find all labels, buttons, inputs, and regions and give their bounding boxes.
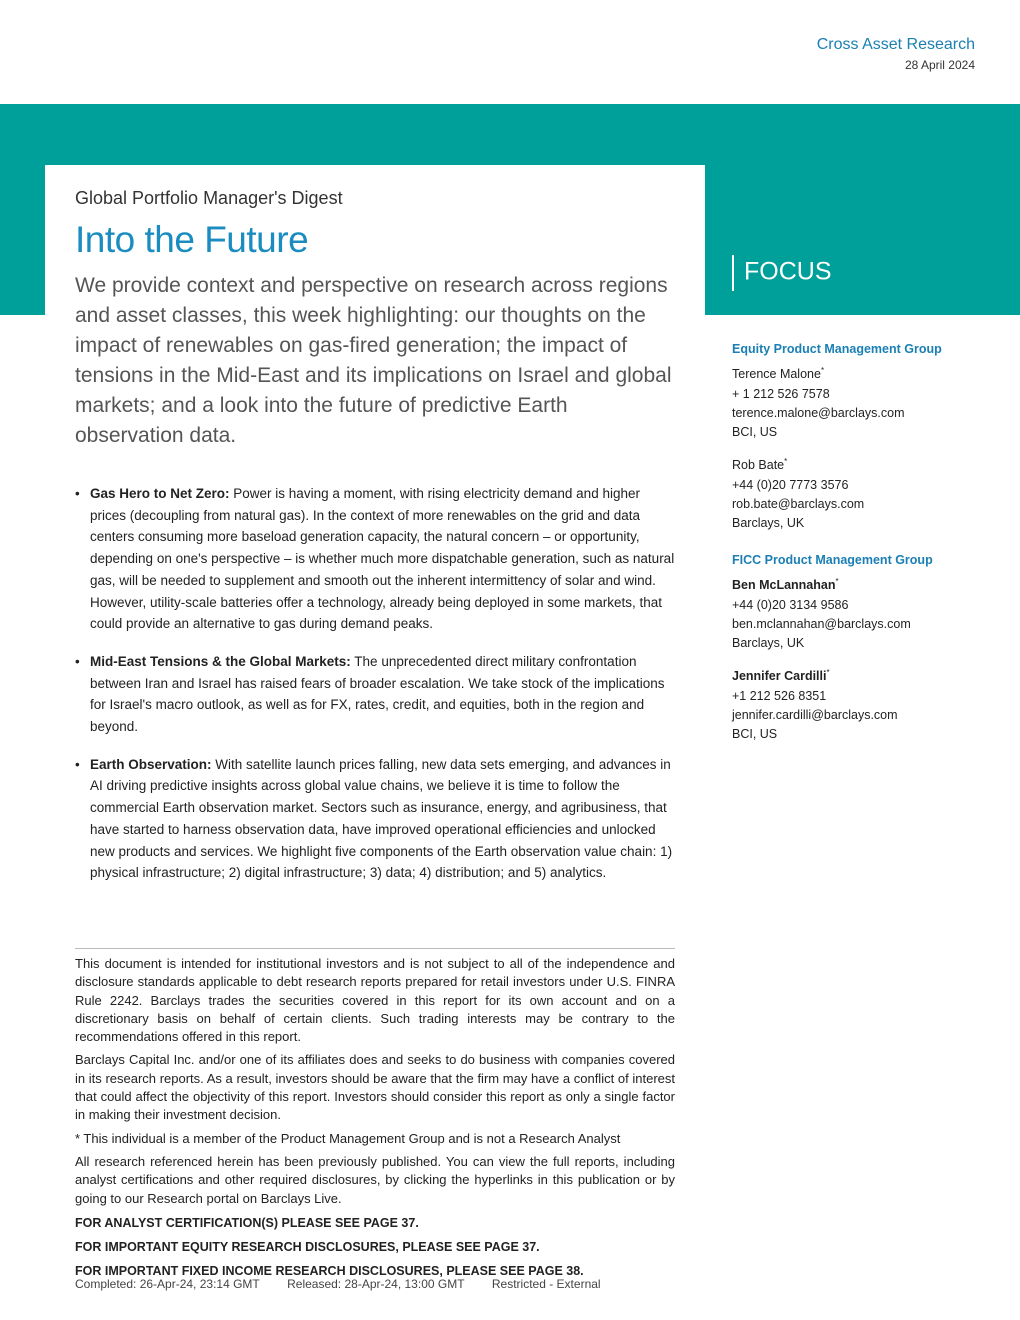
spacer: [732, 543, 992, 551]
completed-timestamp: Completed: 26-Apr-24, 23:14 GMT: [75, 1277, 260, 1291]
bullet-text: The unprecedented direct military confrontation between Iran and Israel has raised fears of broader escalation. We take stock of the implications for Israel's macro outlook, as well as for FX, rates, credit, and equities, both in the region and beyond.: [90, 653, 665, 735]
main-content: [75, 188, 675, 900]
footer-meta: [75, 1277, 625, 1291]
doc-title: Into the Future: [75, 219, 309, 260]
bullet-icon: •: [75, 756, 80, 772]
contact-name: Rob Bate: [732, 458, 785, 473]
released-timestamp: Released: 28-Apr-24, 13:00 GMT: [287, 1277, 465, 1291]
bullet-lead: Mid-East Tensions & the Global Markets:: [90, 653, 351, 669]
doc-kicker: Global Portfolio Manager's Digest: [75, 188, 343, 208]
contact-location: BCI, US: [732, 727, 778, 742]
contact-phone: +44 (0)20 7773 3576: [732, 477, 849, 492]
contact-phone: +1 212 526 8351: [732, 688, 827, 703]
contact-card: [732, 663, 992, 744]
focus-divider: [732, 255, 734, 291]
contact-phone: +44 (0)20 3134 9586: [732, 597, 849, 612]
disclaimer: [75, 948, 675, 1281]
contact-email[interactable]: rob.bate@barclays.com: [732, 496, 865, 511]
list-item: [75, 651, 675, 738]
contact-mark: *: [835, 577, 839, 587]
contact-location: BCI, US: [732, 424, 778, 439]
contact-card: [732, 572, 992, 653]
bullet-lead: Earth Observation:: [90, 756, 212, 772]
report-date: 28 April 2024: [904, 58, 975, 72]
highlights-list: [75, 483, 675, 884]
contact-email[interactable]: jennifer.cardilli@barclays.com: [732, 707, 898, 722]
contacts-sidebar: [732, 340, 992, 754]
list-item: [75, 754, 675, 884]
disclaimer-paragraph: All research referenced herein has been previously published. You can view the full reports, including analyst certifications and other required disclosures, by clicking the hyperlinks in this publication or by going to our Research portal on Barclays Live.: [75, 1153, 675, 1206]
ficc-group-heading: FICC Product Management Group: [732, 553, 933, 568]
contact-mark: *: [784, 457, 788, 467]
contact-name: Ben McLannahan: [732, 578, 836, 593]
bullet-icon: •: [75, 486, 80, 501]
contact-name: Terence Malone: [732, 367, 821, 382]
focus-text: FOCUS: [744, 257, 832, 286]
contact-location: Barclays, UK: [732, 515, 805, 530]
equity-disclosures-link[interactable]: FOR IMPORTANT EQUITY RESEARCH DISCLOSURES, PLEASE SEE PAGE 37.: [75, 1240, 540, 1255]
bullet-icon: •: [75, 653, 80, 669]
contact-mark: *: [820, 366, 825, 376]
contact-card: [732, 361, 992, 442]
contact-card: [732, 452, 992, 533]
report-header: [817, 36, 975, 72]
contact-email[interactable]: terence.malone@barclays.com: [732, 405, 905, 420]
analyst-certification-link[interactable]: FOR ANALYST CERTIFICATION(S) PLEASE SEE PAGE 37.: [75, 1215, 419, 1230]
disclaimer-paragraph: This document is intended for institutional investors and is not subject to all of the independence and disclosure standards applicable to debt research reports prepared for retail investors under U.S. FINRA Rule 2242. Barclays trades the securities covered in this report for its own account and on a discretionary basis on behalf of certain clients. Such trading interests may be contrary to the recommendations offered in this report.: [75, 956, 675, 1045]
contact-mark: *: [826, 668, 830, 678]
disclaimer-paragraph: Barclays Capital Inc. and/or one of its affiliates does and seeks to do business with companies covered in its research reports. As a result, investors should be aware that the firm may have a conflict of interest that could affect the objectivity of this report. Investors should consider this report as only a single factor in making their investment decision.: [75, 1052, 675, 1123]
restriction-label: Restricted - External: [491, 1277, 601, 1291]
focus-label: [732, 255, 832, 291]
bullet-text: Power is having a moment, with rising electricity demand and higher prices (decoupling from natural gas). In the context of more renewables on the grid and data centers consuming more baseload generation capacity, the natural concern – or opportunity, depending on one's perspective – is whether much more dispatchable generation, such as natural gas, will be needed to supplement and smooth out the inherent intermittency of solar and wind. However, utility-scale batteries offer a technology, already being deployed in some markets, that could provide an alternative to gas during demand peaks.: [90, 486, 675, 632]
fixed-income-disclosures-link[interactable]: FOR IMPORTANT FIXED INCOME RESEARCH DISCLOSURES, PLEASE SEE PAGE 38.: [75, 1264, 584, 1279]
doc-intro: We provide context and perspective on research across regions and asset classes, this week highlighting: our thoughts on the impact of renewables on gas-fired generation; the impact of tensions in the Mid-East and its implications on Israel and global markets; and a look into the future of predictive Earth observation data.: [75, 274, 672, 447]
equity-group-heading: Equity Product Management Group: [732, 342, 942, 356]
contact-name: Jennifer Cardilli: [732, 669, 827, 684]
bullet-lead: Gas Hero to Net Zero:: [90, 486, 230, 501]
contact-email[interactable]: ben.mclannahan@barclays.com: [732, 616, 911, 631]
brand-label: Cross Asset Research: [816, 36, 975, 53]
contact-location: Barclays, UK: [732, 636, 805, 651]
contact-phone: + 1 212 526 7578: [732, 386, 830, 401]
list-item: [75, 483, 675, 635]
disclaimer-note: * This individual is a member of the Product Management Group and is not a Research Analyst: [75, 1130, 621, 1146]
bullet-text: With satellite launch prices falling, new data sets emerging, and advances in AI driving predictive insights across global value chains, we believe it is time to follow the commercial Earth observation market. Sectors such as insurance, energy, and agribusiness, that have started to harness observation data, have improved operational efficiencies and unlocked new products and services. We highlight five components of the Earth observation value chain: 1) physical infrastructure; 2) digital infrastructure; 3) data; 4) distribution; and 5) analytics.: [90, 756, 673, 881]
